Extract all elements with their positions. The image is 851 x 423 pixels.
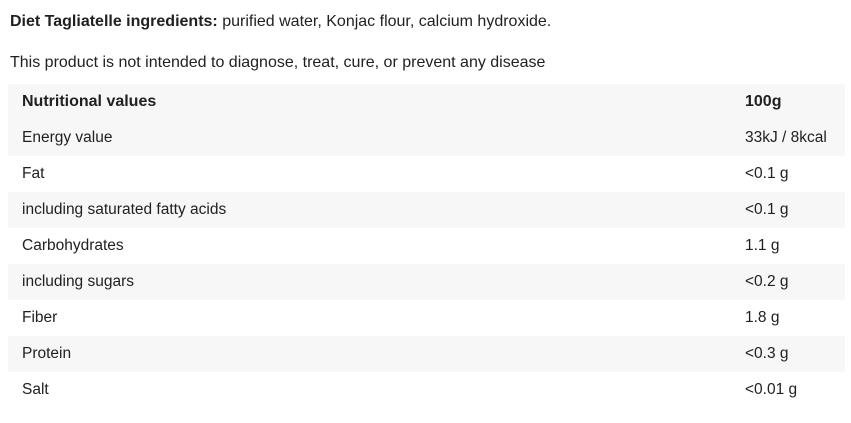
table-row [8,192,845,228]
nutrient-name-cell: Protein [22,345,72,362]
nutrition-table-header-row [8,84,845,120]
nutrient-value-cell: <0.3 g [745,345,789,362]
nutrient-value-cell: <0.01 g [745,381,798,398]
table-row [8,120,845,156]
nutrition-header-label: Nutritional values [22,93,157,110]
ingredients-line [10,11,841,32]
nutrient-value-cell: <0.2 g [745,273,789,290]
nutrient-value-cell: <0.1 g [745,201,789,218]
table-row [8,264,845,300]
table-row [8,372,845,408]
nutrient-name-cell: Energy value [22,129,113,146]
table-row [8,336,845,372]
nutrient-value-cell: <0.1 g [745,165,789,182]
table-row [8,228,845,264]
nutrition-header-amount: 100g [745,93,782,110]
nutrition-table [8,84,845,408]
nutrient-name-cell: Fat [22,165,45,182]
table-row [8,156,845,192]
table-row [8,300,845,336]
ingredients-label: Diet Tagliatelle ingredients: [10,13,218,30]
nutrient-name-cell: including saturated fatty acids [22,201,227,218]
ingredients-text: purified water, Konjac flour, calcium hydroxide. [217,13,552,30]
nutrient-name-cell: including sugars [22,273,135,290]
nutrient-name-cell: Salt [22,381,49,398]
nutrient-name-cell: Carbohydrates [22,237,124,254]
nutrient-value-cell: 1.1 g [745,237,780,254]
disclaimer-text: This product is not intended to diagnose, treat, cure, or prevent any disease [10,54,546,71]
nutrient-name-cell: Fiber [22,309,58,326]
nutrient-value-cell: 1.8 g [745,309,780,326]
nutrient-value-cell: 33kJ / 8kcal [745,129,827,146]
